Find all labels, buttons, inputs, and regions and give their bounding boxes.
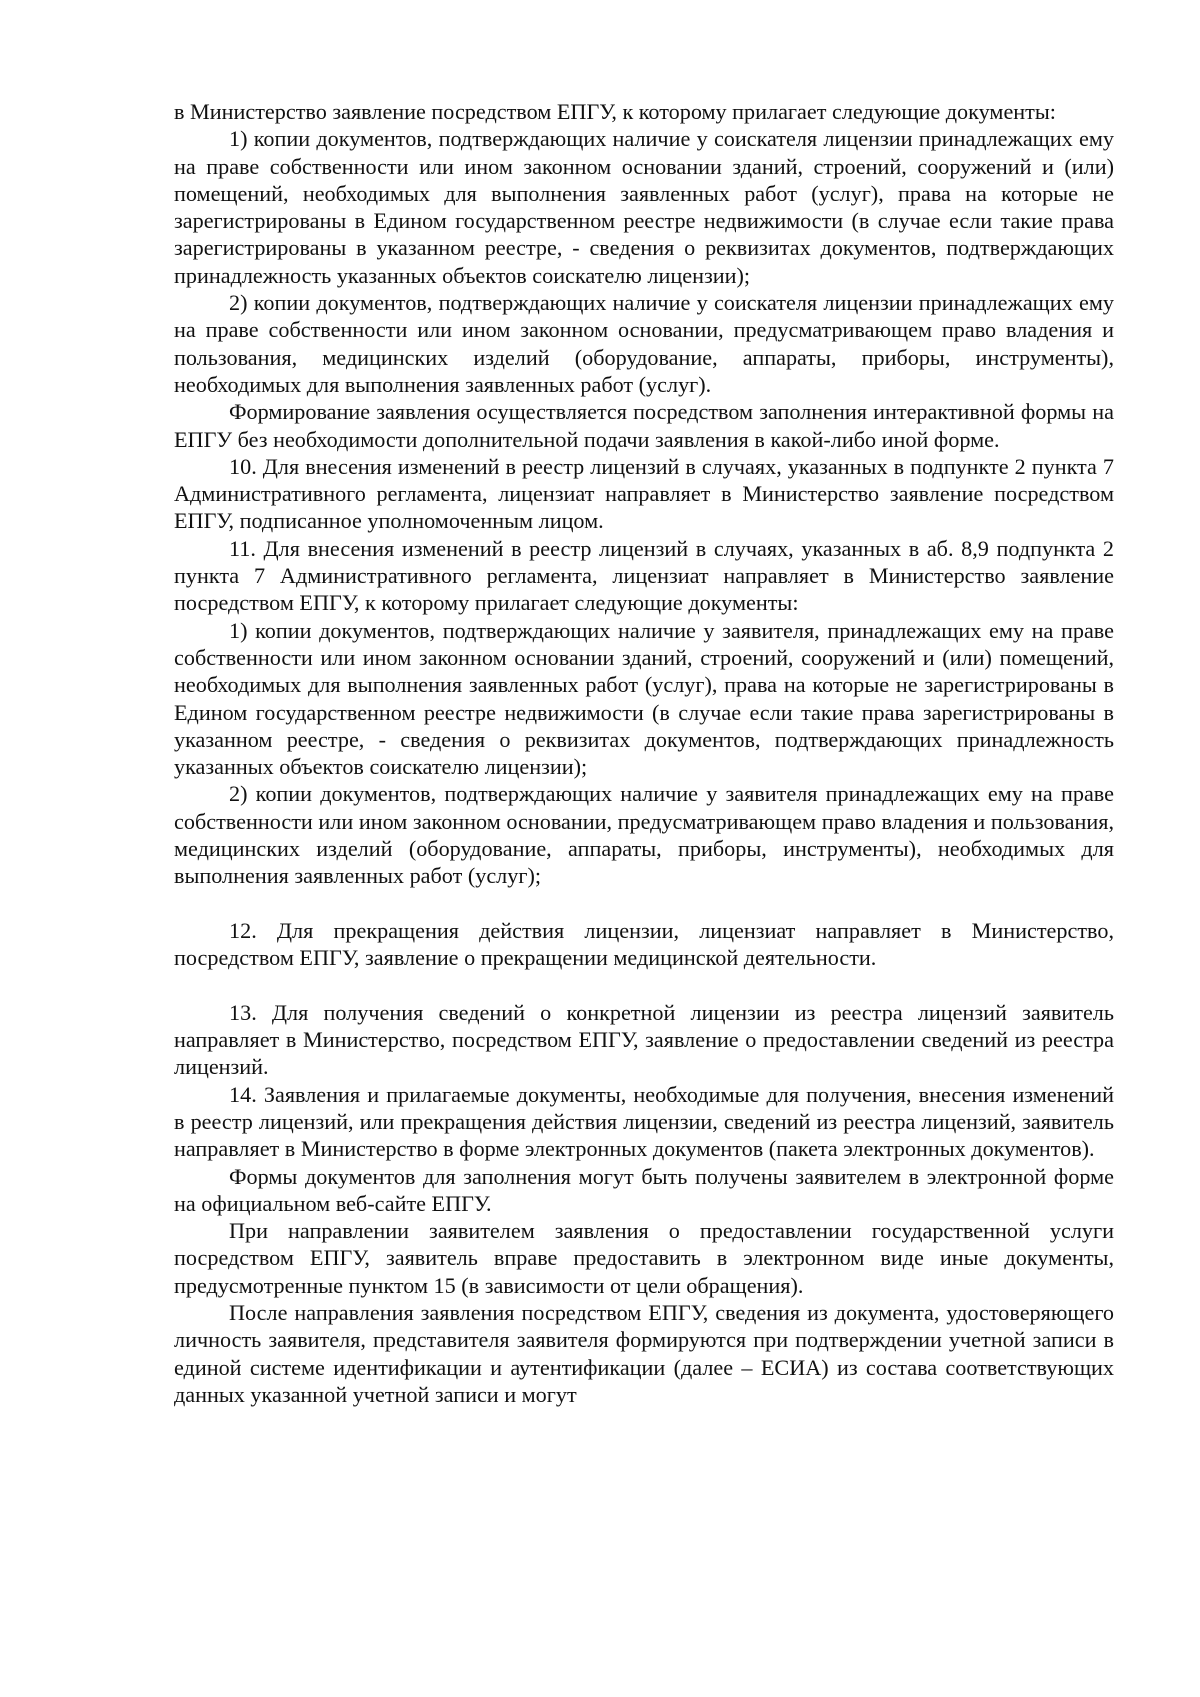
paragraph: Формы документов для заполнения могут быть получены заявителем в электронной форме на официальном веб-сайте ЕПГУ. xyxy=(174,1163,1114,1216)
paragraph: 10. Для внесения изменений в реестр лицензий в случаях, указанных в подпункте 2 пункта 7 Административного регламента, лицензиат направляет в Министерство заявление посредством ЕПГУ, подписанное уполномоченным лицом. xyxy=(174,453,1114,534)
paragraph: 11. Для внесения изменений в реестр лицензий в случаях, указанных в аб. 8,9 подпункта 2 пункта 7 Административного регламента, лицензиат направляет в Министерство заявление посредством ЕПГУ, к которому прилагает следующие документы: xyxy=(174,535,1114,616)
paragraph: При направлении заявителем заявления о предоставлении государственной услуги посредством ЕПГУ, заявитель вправе предоставить в электронном виде иные документы, предусмотренные пунктом 15 (в зависимости от цели обращения). xyxy=(174,1218,1114,1298)
paragraph: 1) копии документов, подтверждающих наличие у заявителя, принадлежащих ему на праве собственности или ином законном основании зданий, строений, сооружений и (или) помещений, необходимых для выполнения заявленных работ (услуг), права на которые не зарегистрированы в Едином государственном реестре недвижимости (в случае если такие права зарегистрированы в указанном реестре, - сведения о реквизитах документов, подтверждающих принадлежность указанных объектов соискателю лицензии); xyxy=(174,617,1114,780)
paragraph: 12. Для прекращения действия лицензии, лицензиат направляет в Министерство, посредством ЕПГУ, заявление о прекращении медицинской деятельности. xyxy=(174,917,1114,971)
paragraph: 2) копии документов, подтверждающих наличие у соискателя лицензии принадлежащих ему на праве собственности или ином законном основании, предусматривающем право владения и пользования, медицинских изделий (оборудование, аппараты, приборы, инструменты), необходимых для выполнения заявленных работ (услуг). xyxy=(174,290,1114,397)
paragraph: 14. Заявления и прилагаемые документы, необходимые для получения, внесения изменений в реестр лицензий, или прекращения действия лицензии, сведений из реестра лицензий, заявитель направляет в Министерство в форме электронных документов (пакета электронных документов). xyxy=(174,1081,1114,1162)
paragraph: 1) копии документов, подтверждающих наличие у соискателя лицензии принадлежащих ему на праве собственности или ином законном основании зданий, строений, сооружений и (или) помещений, необходимых для выполнения заявленных работ (услуг), права на которые не зарегистрированы в Едином государственном реестре недвижимости (в случае если такие права зарегистрированы в указанном реестре, - сведения о реквизитах документов, подтверждающих принадлежность указанных объектов соискателю лицензии); xyxy=(174,126,1114,288)
document-body xyxy=(174,98,1114,1408)
paragraph: Формирование заявления осуществляется посредством заполнения интерактивной формы на ЕПГУ без необходимости дополнительной подачи заявления в какой-либо иной форме. xyxy=(174,399,1114,452)
blank-line xyxy=(174,972,1114,999)
paragraph: 13. Для получения сведений о конкретной лицензии из реестра лицензий заявитель направляет в Министерство, посредством ЕПГУ, заявление о предоставлении сведений из реестра лицензий. xyxy=(174,999,1114,1080)
paragraph: 2) копии документов, подтверждающих наличие у заявителя принадлежащих ему на праве собственности или ином законном основании, предусматривающем право владения и пользования, медицинских изделий (оборудование, аппараты, приборы, инструменты), необходимых для выполнения заявленных работ (услуг); xyxy=(174,781,1114,889)
paragraph: После направления заявления посредством ЕПГУ, сведения из документа, удостоверяющего личность заявителя, представителя заявителя формируются при подтверждении учетной записи в единой системе идентификации и аутентификации (далее – ЕСИА) из состава соответствующих данных указанной учетной записи и могут xyxy=(174,1300,1114,1407)
paragraph: в Министерство заявление посредством ЕПГУ, к которому прилагает следующие документы: xyxy=(174,99,1056,124)
blank-line xyxy=(174,890,1114,917)
